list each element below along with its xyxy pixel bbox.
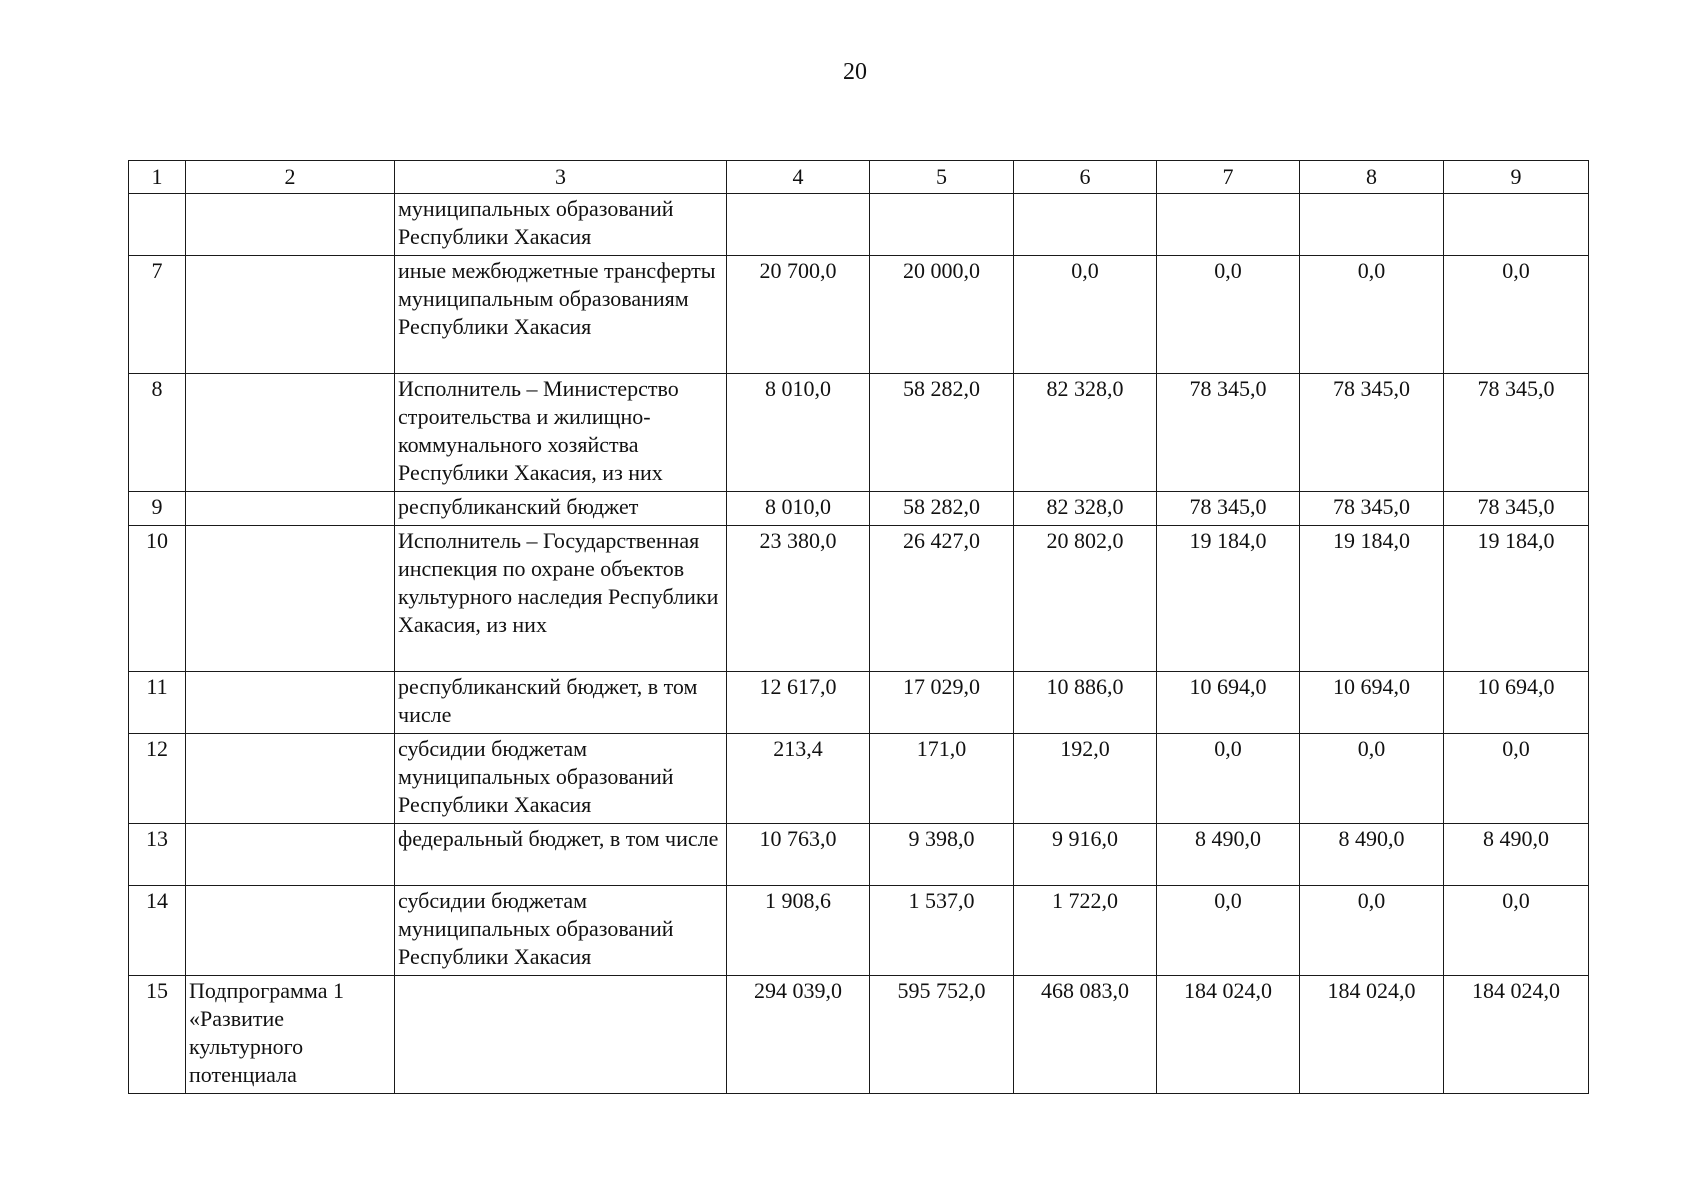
value-cell: 23 380,0 bbox=[727, 526, 870, 672]
column-header: 3 bbox=[395, 161, 727, 194]
value-cell: 19 184,0 bbox=[1157, 526, 1300, 672]
value-cell bbox=[1014, 194, 1157, 256]
value-cell: 8 490,0 bbox=[1157, 824, 1300, 886]
value-cell: 0,0 bbox=[1157, 734, 1300, 824]
value-cell: 192,0 bbox=[1014, 734, 1157, 824]
value-cell: 213,4 bbox=[727, 734, 870, 824]
value-cell: 468 083,0 bbox=[1014, 976, 1157, 1094]
description-cell: иные межбюджетные трансферты муниципальным образованиям Республики Хакасия bbox=[395, 256, 727, 374]
value-cell: 78 345,0 bbox=[1157, 492, 1300, 526]
column-header: 5 bbox=[870, 161, 1014, 194]
column-header: 8 bbox=[1300, 161, 1444, 194]
row-number: 15 bbox=[129, 976, 186, 1094]
value-cell bbox=[1444, 194, 1589, 256]
value-cell: 20 000,0 bbox=[870, 256, 1014, 374]
value-cell: 20 700,0 bbox=[727, 256, 870, 374]
value-cell: 1 722,0 bbox=[1014, 886, 1157, 976]
value-cell: 19 184,0 bbox=[1300, 526, 1444, 672]
value-cell: 9 398,0 bbox=[870, 824, 1014, 886]
table-row bbox=[129, 526, 1589, 672]
value-cell: 19 184,0 bbox=[1444, 526, 1589, 672]
row-number bbox=[129, 194, 186, 256]
value-cell: 10 694,0 bbox=[1300, 672, 1444, 734]
value-cell: 0,0 bbox=[1300, 734, 1444, 824]
table-row bbox=[129, 374, 1589, 492]
column-header: 1 bbox=[129, 161, 186, 194]
value-cell: 20 802,0 bbox=[1014, 526, 1157, 672]
row-number: 12 bbox=[129, 734, 186, 824]
row-number: 13 bbox=[129, 824, 186, 886]
value-cell: 184 024,0 bbox=[1157, 976, 1300, 1094]
program-cell bbox=[186, 492, 395, 526]
description-cell: муниципальных образований Республики Хакасия bbox=[395, 194, 727, 256]
description-cell bbox=[395, 976, 727, 1094]
value-cell: 1 908,6 bbox=[727, 886, 870, 976]
value-cell: 10 694,0 bbox=[1157, 672, 1300, 734]
header-row bbox=[129, 161, 1589, 194]
row-number: 9 bbox=[129, 492, 186, 526]
value-cell: 8 490,0 bbox=[1300, 824, 1444, 886]
table-row bbox=[129, 492, 1589, 526]
program-cell: Подпрограмма 1 «Развитие культурного потенциала bbox=[186, 976, 395, 1094]
row-number: 10 bbox=[129, 526, 186, 672]
column-header: 7 bbox=[1157, 161, 1300, 194]
column-header: 6 bbox=[1014, 161, 1157, 194]
description-cell: республиканский бюджет bbox=[395, 492, 727, 526]
program-cell bbox=[186, 886, 395, 976]
value-cell: 0,0 bbox=[1444, 886, 1589, 976]
value-cell: 9 916,0 bbox=[1014, 824, 1157, 886]
value-cell: 184 024,0 bbox=[1300, 976, 1444, 1094]
table-row bbox=[129, 886, 1589, 976]
program-cell bbox=[186, 256, 395, 374]
page-number-text: 20 bbox=[843, 59, 867, 85]
value-cell: 0,0 bbox=[1014, 256, 1157, 374]
value-cell: 78 345,0 bbox=[1300, 492, 1444, 526]
description-cell: республиканский бюджет, в том числе bbox=[395, 672, 727, 734]
description-cell: субсидии бюджетам муниципальных образований Республики Хакасия bbox=[395, 886, 727, 976]
value-cell: 78 345,0 bbox=[1444, 374, 1589, 492]
value-cell: 595 752,0 bbox=[870, 976, 1014, 1094]
value-cell: 171,0 bbox=[870, 734, 1014, 824]
description-cell: Исполнитель – Государственная инспекция по охране объектов культурного наследия Республики Хакасия, из них bbox=[395, 526, 727, 672]
value-cell: 8 490,0 bbox=[1444, 824, 1589, 886]
budget-table bbox=[128, 160, 1589, 1094]
row-number: 8 bbox=[129, 374, 186, 492]
value-cell: 0,0 bbox=[1444, 256, 1589, 374]
value-cell: 0,0 bbox=[1444, 734, 1589, 824]
value-cell: 78 345,0 bbox=[1300, 374, 1444, 492]
table-row bbox=[129, 672, 1589, 734]
program-cell bbox=[186, 194, 395, 256]
program-cell bbox=[186, 734, 395, 824]
table-row bbox=[129, 976, 1589, 1094]
page-number bbox=[0, 58, 1698, 86]
table-row bbox=[129, 256, 1589, 374]
description-cell: субсидии бюджетам муниципальных образований Республики Хакасия bbox=[395, 734, 727, 824]
value-cell: 0,0 bbox=[1300, 256, 1444, 374]
value-cell: 1 537,0 bbox=[870, 886, 1014, 976]
value-cell: 10 694,0 bbox=[1444, 672, 1589, 734]
value-cell: 8 010,0 bbox=[727, 492, 870, 526]
value-cell: 17 029,0 bbox=[870, 672, 1014, 734]
value-cell bbox=[727, 194, 870, 256]
value-cell: 78 345,0 bbox=[1444, 492, 1589, 526]
program-cell bbox=[186, 374, 395, 492]
value-cell: 0,0 bbox=[1157, 256, 1300, 374]
value-cell: 58 282,0 bbox=[870, 374, 1014, 492]
column-header: 9 bbox=[1444, 161, 1589, 194]
program-cell bbox=[186, 824, 395, 886]
value-cell: 10 886,0 bbox=[1014, 672, 1157, 734]
description-cell: федеральный бюджет, в том числе bbox=[395, 824, 727, 886]
row-number: 7 bbox=[129, 256, 186, 374]
value-cell: 26 427,0 bbox=[870, 526, 1014, 672]
value-cell: 58 282,0 bbox=[870, 492, 1014, 526]
value-cell bbox=[870, 194, 1014, 256]
table-row bbox=[129, 734, 1589, 824]
value-cell: 0,0 bbox=[1157, 886, 1300, 976]
value-cell: 78 345,0 bbox=[1157, 374, 1300, 492]
value-cell: 12 617,0 bbox=[727, 672, 870, 734]
row-number: 11 bbox=[129, 672, 186, 734]
column-header: 4 bbox=[727, 161, 870, 194]
value-cell: 8 010,0 bbox=[727, 374, 870, 492]
description-cell: Исполнитель – Министерство строительства и жилищно-коммунального хозяйства Республики Хакасия, из них bbox=[395, 374, 727, 492]
table-row bbox=[129, 194, 1589, 256]
program-cell bbox=[186, 526, 395, 672]
value-cell: 0,0 bbox=[1300, 886, 1444, 976]
row-number: 14 bbox=[129, 886, 186, 976]
value-cell: 184 024,0 bbox=[1444, 976, 1589, 1094]
table-row bbox=[129, 824, 1589, 886]
program-cell bbox=[186, 672, 395, 734]
value-cell bbox=[1300, 194, 1444, 256]
value-cell: 82 328,0 bbox=[1014, 492, 1157, 526]
value-cell bbox=[1157, 194, 1300, 256]
column-header: 2 bbox=[186, 161, 395, 194]
value-cell: 10 763,0 bbox=[727, 824, 870, 886]
value-cell: 294 039,0 bbox=[727, 976, 870, 1094]
value-cell: 82 328,0 bbox=[1014, 374, 1157, 492]
